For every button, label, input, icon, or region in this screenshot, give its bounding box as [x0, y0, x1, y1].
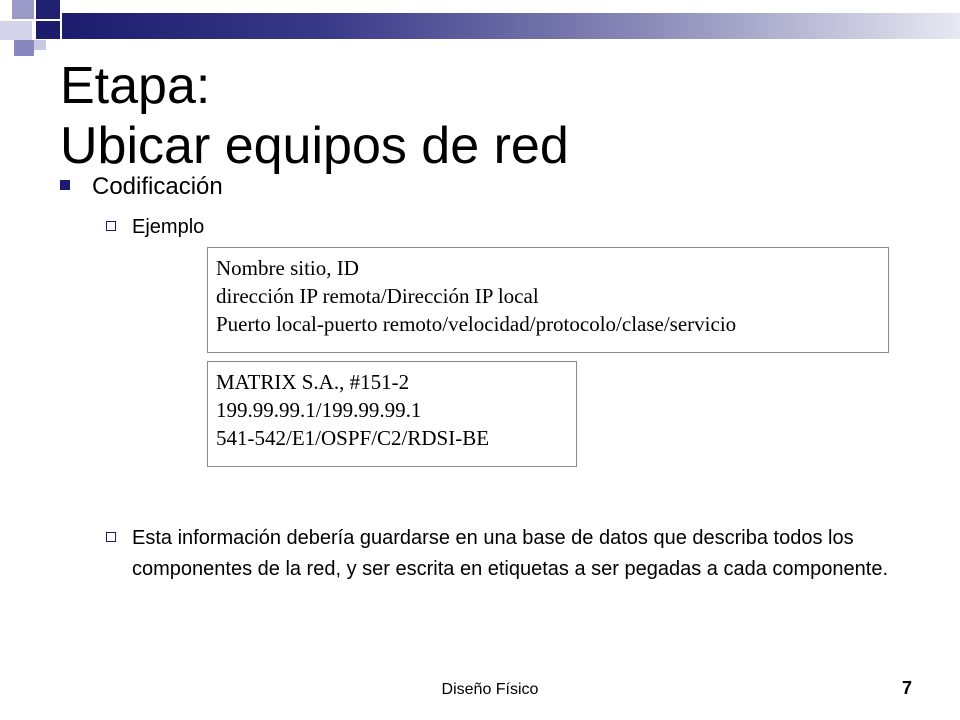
- page-number: 7: [901, 678, 912, 698]
- box-line: 541-542/E1/OSPF/C2/RDSI-BE: [216, 426, 490, 450]
- bullet-codificacion: [60, 172, 223, 202]
- slide-title: [60, 56, 569, 176]
- box-line: 199.99.99.1/199.99.99.1: [216, 398, 422, 422]
- header-gradient-band: [62, 13, 960, 39]
- example-values-box: [207, 361, 577, 467]
- decor-square: [36, 21, 60, 39]
- bullet-informacion: [106, 523, 946, 585]
- bullet-text: Ejemplo: [132, 216, 205, 238]
- format-template-box: [207, 247, 889, 353]
- hollow-square-bullet-icon: [106, 532, 116, 542]
- box-line: dirección IP remota/Dirección IP local: [216, 284, 539, 308]
- square-bullet-icon: [60, 180, 70, 190]
- bullet-ejemplo: [106, 214, 204, 240]
- box-line: Nombre sitio, ID: [216, 256, 359, 280]
- decor-square: [12, 0, 34, 19]
- bullet-text: Esta información debería guardarse en una base de datos que describa todos los componentes de la red, y ser escrita en etiquetas a ser pegadas a cada componente.: [132, 527, 889, 580]
- decor-square: [14, 40, 34, 56]
- box-line: MATRIX S.A., #151-2: [216, 370, 410, 394]
- decor-square: [34, 40, 46, 50]
- decor-square: [0, 21, 32, 40]
- bullet-text: Codificación: [92, 173, 223, 200]
- hollow-square-bullet-icon: [106, 221, 116, 231]
- footer-title: Diseño Físico: [441, 681, 539, 698]
- decor-square: [36, 0, 60, 19]
- title-line-1: Etapa:: [60, 57, 211, 115]
- box-line: Puerto local-puerto remoto/velocidad/protocolo/clase/servicio: [216, 312, 737, 336]
- title-line-2: Ubicar equipos de red: [60, 117, 569, 175]
